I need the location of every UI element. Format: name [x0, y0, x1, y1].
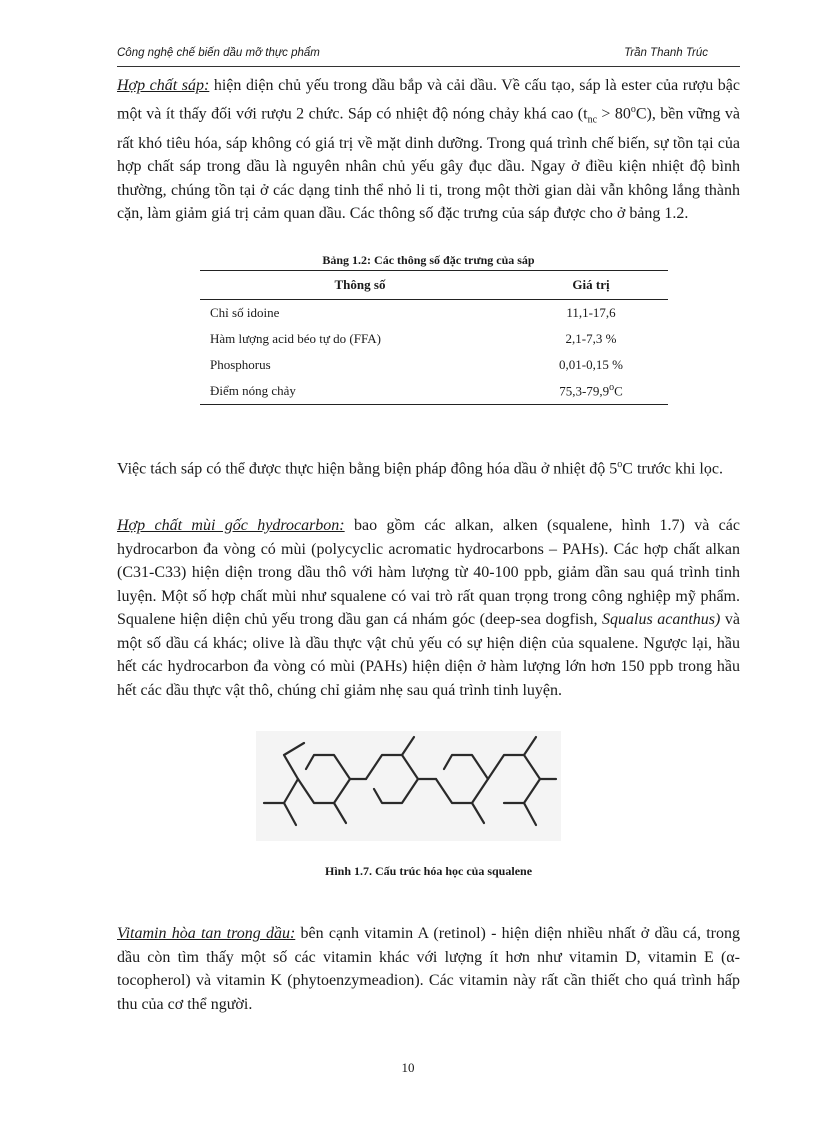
table-row: [200, 378, 668, 405]
table-row: [200, 300, 668, 327]
alpha-symbol: α: [726, 948, 735, 966]
table-cell: 2,1-7,3 %: [565, 331, 617, 346]
header-author: Trần Thanh Trúc: [624, 47, 708, 59]
header-book-title: Công nghệ chế biến dầu mỡ thực phẩm: [117, 47, 320, 59]
text: và một số dầu cá khác; olive là dầu thực vật chủ yếu có sự hiện diện của squalene. Ngược lại, hầu hết các hydrocarbon đa vòng có mùi (PAHs) hiện diện ở hàm lượng lớn hơn 150 ppb trong hầu hết các dầu thực vật thô, chúng chỉ giảm nhẹ sau quá trình tinh luyện.: [117, 611, 740, 699]
table-cell-melting-point: [514, 378, 668, 405]
table-cell: 11,1-17,6: [566, 305, 616, 320]
page-number: 10: [401, 1060, 415, 1075]
text: > 80: [597, 104, 631, 122]
term-wax: Hợp chất sáp:: [117, 77, 210, 94]
term-vitamins: Vitamin hòa tan trong dầu:: [117, 925, 296, 942]
table-row: [200, 326, 668, 352]
species-name: Squalus acanthus): [602, 611, 721, 628]
table-cell: Chỉ số idoine: [210, 305, 280, 320]
table-cell: 0,01-0,15 %: [559, 357, 623, 372]
superscript: o: [630, 103, 636, 115]
wax-parameters-table: [200, 270, 668, 405]
paragraph-hydrocarbon: [117, 514, 740, 702]
text: C trước khi lọc.: [622, 460, 723, 478]
superscript: o: [609, 382, 615, 394]
table-cell: Phosphorus: [210, 357, 271, 372]
squalene-structure-drawing: [256, 731, 561, 841]
table-cell: Hàm lượng acid béo tự do (FFA): [210, 331, 381, 346]
page-header: [117, 44, 740, 67]
superscript: o: [617, 459, 623, 470]
figure-caption: Hình 1.7. Cấu trúc hóa học của squalene: [324, 864, 533, 878]
text: bên cạnh vitamin A (retinol) - hiện diện nhiều nhất ở dầu cá, trong dầu còn tìm thấy một số các vitamin khác với lượng ít hơn như vitamin D, vitamin E (: [117, 925, 740, 966]
paragraph-dewaxing: [117, 453, 740, 481]
text: Việc tách sáp có thể được thực hiện bằng biện pháp đông hóa dầu ở nhiệt độ 5: [117, 460, 618, 478]
paragraph-vitamins: [117, 922, 740, 1016]
column-header-parameter: Thông số: [200, 271, 514, 300]
table-row: [200, 352, 668, 378]
squalene-structure-figure: [256, 731, 561, 841]
term-hydrocarbon: Hợp chất mùi gốc hydrocarbon:: [117, 517, 345, 534]
subscript: nc: [587, 114, 598, 126]
table-caption: Bảng 1.2: Các thông số đặc trưng của sáp: [322, 253, 535, 267]
unit: C: [614, 383, 623, 399]
table-cell: Điểm nóng chảy: [200, 378, 514, 405]
melting-value: 75,3-79,9: [559, 383, 610, 399]
table-header-row: [200, 271, 668, 300]
paragraph-wax: [117, 74, 740, 226]
text: C), bền vững và rất khó tiêu hóa, sáp không có giá trị về mặt dinh dưỡng. Trong quá trình chế biến, sự tồn tại của hợp chất sáp trong dầu là nguyên nhân chủ yếu gây đục dầu. Ngay ở điều kiện nhiệt độ bình thường, chúng tồn tại ở các dạng tinh thể nhỏ li ti, trong một thời gian dài vẫn không lắng thành cặn, làm giảm giá trị cảm quan dầu. Các thông số đặc trưng của sáp được cho ở bảng 1.2.: [117, 104, 740, 223]
text: -tocopherol) và vitamin K (phytoenzymeadion). Các vitamin này rất cần thiết cho quá trình hấp thu của cơ thể người.: [117, 948, 740, 1013]
text: hiện diện chủ yếu trong dầu bắp và cải dầu. Về cấu tạo, sáp là ester của rượu bậc một và ít thấy đối với rượu 2 chức. Sáp có nhiệt độ nóng chảy khá cao (t: [117, 77, 741, 122]
text: bao gồm các alkan, alken (squalene, hình 1.7) và các hydrocarbon đa vòng có mùi (polycyclic acromatic hydrocarbons – PAHs). Các hợp chất alkan (C31-C33) hiện diện trong dầu thô với hàm lượng từ 40-100 ppb, giảm dần sau quá trình tinh luyện. Một số hợp chất mùi như squalene có vai trò rất quan trọng trong công nghiệp mỹ phẩm. Squalene hiện diện chủ yếu trong dầu gan cá nhám góc (deep-sea dogfish,: [117, 517, 740, 628]
column-header-value: Giá trị: [514, 271, 668, 300]
